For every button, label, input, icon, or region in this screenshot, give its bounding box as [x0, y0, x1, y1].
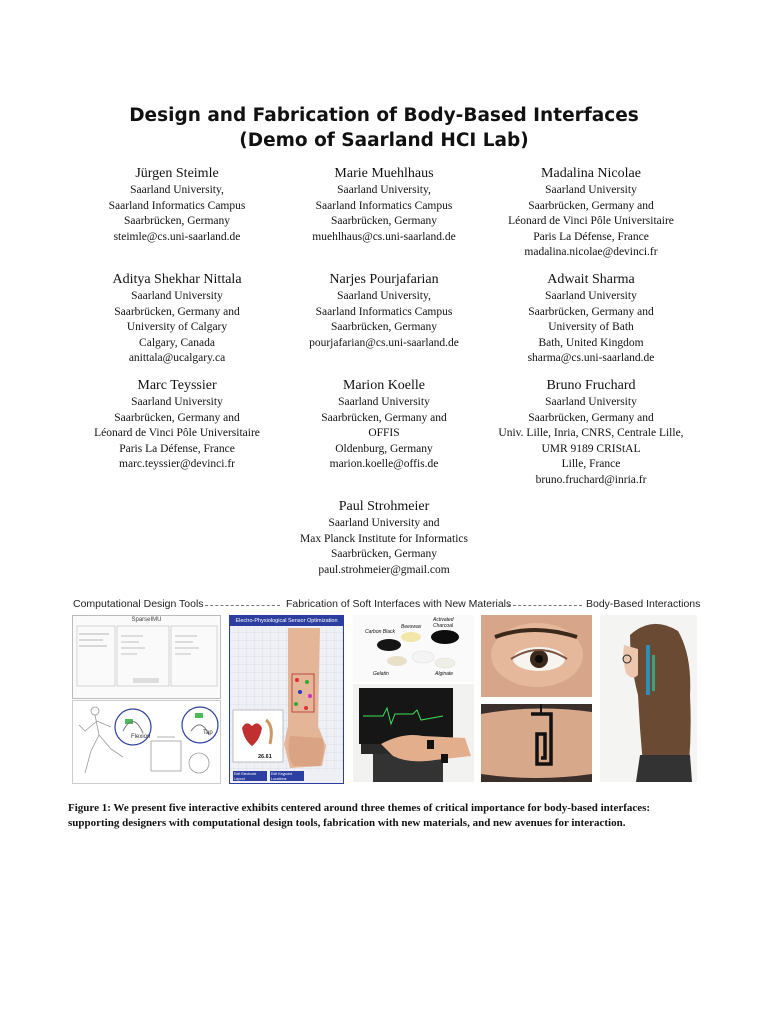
author-affiliation: Calgary, Canada — [139, 336, 215, 349]
author-email: paul.strohmeier@gmail.com — [318, 563, 450, 576]
author-affiliation: Paris La Défense, France — [119, 442, 235, 455]
author-affiliation: Saarland Informatics Campus — [315, 305, 453, 318]
author-affiliation: Saarland University — [545, 290, 637, 302]
author-block — [269, 377, 499, 473]
material-label-carbon-black: Carbon Black — [365, 629, 396, 635]
hand-sensor-panel — [353, 684, 474, 782]
paper-title — [60, 103, 708, 153]
sensor-optimization-title: Electro-Physiological Sensor Optimization — [230, 616, 343, 626]
material-label-alginate: Alginate — [435, 671, 454, 677]
sparseimu-ui-panel — [72, 615, 221, 699]
author-email: sharma@cs.uni-saarland.de — [527, 352, 655, 364]
author-affiliation: Saarland University and — [328, 517, 440, 529]
figure-theme-labels — [70, 598, 700, 612]
author-name: Paul Strohmeier — [338, 499, 430, 514]
author-name: Marion Koelle — [342, 378, 426, 393]
author-block — [62, 165, 292, 245]
artificial-eye-photo — [481, 615, 592, 697]
author-email: anittala@ucalgary.ca — [128, 352, 226, 364]
author-affiliation: Saarbrücken, Germany — [330, 548, 437, 560]
author-affiliation: Lille, France — [561, 458, 621, 470]
author-affiliation: Saarbrücken, Germany and — [528, 411, 654, 424]
author-affiliation: Saarland University — [545, 396, 637, 408]
author-affiliation: Saarbrücken, Germany — [330, 321, 437, 333]
material-label-gelatin: Gelatin — [373, 671, 389, 677]
gesture-sketch-panel — [72, 700, 221, 784]
running-person-sketch — [73, 701, 220, 783]
author-block — [269, 165, 499, 245]
title-line-2: (Demo of Saarland HCI Lab) — [239, 130, 529, 151]
hand-sensor-photo — [353, 684, 474, 782]
author-affiliation: Max Planck Institute for Informatics — [300, 532, 468, 545]
author-affiliation: Saarbrücken, Germany — [330, 215, 437, 227]
sparseimu-title: SparseIMU — [131, 617, 162, 623]
author-affiliation: Saarland University — [338, 396, 430, 408]
sensor-readout: 26.61 — [258, 754, 272, 760]
artificial-eye-panel — [481, 615, 592, 697]
author-affiliation: Léonard de Vinci Pôle Universitaire — [94, 427, 260, 439]
author-email: muehlhaus@cs.uni-saarland.de — [312, 230, 456, 243]
skin-sensor-photo — [481, 704, 592, 782]
sensor-optimization-panel — [229, 615, 344, 784]
author-affiliation: Saarland University, — [130, 184, 224, 196]
author-affiliation: Saarland Informatics Campus — [108, 199, 246, 212]
sparseimu-ui-illustration — [73, 616, 220, 698]
author-block — [62, 377, 292, 473]
author-name: Madalina Nicolae — [541, 166, 641, 181]
skin-sensor-panel — [481, 704, 592, 782]
author-name: Adwait Sharma — [547, 272, 635, 287]
edit-electrode-layout-button: Edit Electrode Layout — [234, 772, 257, 781]
author-block — [269, 498, 499, 578]
material-label-beeswax: Beeswax — [401, 624, 422, 630]
author-name: Marie Muehlhaus — [334, 166, 434, 181]
author-block — [62, 271, 292, 367]
author-name: Aditya Shekhar Nittala — [112, 272, 242, 287]
author-affiliation: UMR 9189 CRIStAL — [541, 442, 641, 455]
author-name: Narjes Pourjafarian — [329, 272, 439, 287]
author-name: Jürgen Steimle — [135, 166, 219, 181]
author-affiliation: Bath, United Kingdom — [538, 336, 644, 349]
author-email: steimle@cs.uni-saarland.de — [113, 230, 241, 243]
author-affiliation: Saarland University, — [337, 184, 431, 196]
arm-sensor-illustration — [230, 616, 343, 783]
material-label-activated-charcoal: Activated Charcoal — [433, 617, 454, 629]
author-affiliation: Saarland Informatics Campus — [315, 199, 453, 212]
author-email: madalina.nicolae@devinci.fr — [524, 246, 658, 258]
author-email: pourjafarian@cs.uni-saarland.de — [309, 336, 459, 349]
theme-label-computational-design: Computational Design Tools — [73, 598, 204, 610]
author-affiliation: Saarland University — [131, 396, 223, 408]
author-affiliation: University of Bath — [548, 321, 634, 333]
author-affiliation: University of Calgary — [126, 321, 228, 333]
title-line-1: Design and Fabrication of Body-Based Interfaces — [129, 105, 639, 126]
author-affiliation: Oldenburg, Germany — [335, 442, 433, 455]
author-affiliation: Saarbrücken, Germany and — [528, 199, 654, 212]
author-block — [476, 271, 706, 367]
author-affiliation: Saarbrücken, Germany and — [528, 305, 654, 318]
materials-panel — [353, 615, 474, 682]
theme-label-fabrication: Fabrication of Soft Interfaces with New Materials — [286, 598, 512, 610]
author-affiliation: Saarland University — [131, 290, 223, 302]
hair-interface-photo — [600, 615, 697, 782]
author-affiliation: Saarbrücken, Germany and — [114, 411, 240, 424]
theme-label-body-based-interactions: Body-Based Interactions — [586, 598, 701, 610]
author-affiliation: Paris La Défense, France — [533, 230, 649, 243]
figure-caption — [68, 801, 708, 831]
author-block — [476, 377, 706, 488]
flexion-label: Flexion — [131, 734, 151, 740]
author-email: marion.koelle@offis.de — [329, 458, 439, 470]
author-affiliation: Saarbrücken, Germany — [123, 215, 230, 227]
author-affiliation: Saarbrücken, Germany and — [114, 305, 240, 318]
dashed-connector — [205, 605, 280, 606]
author-name: Marc Teyssier — [137, 378, 217, 393]
dashed-connector — [508, 605, 582, 606]
author-block — [269, 271, 499, 351]
tap-label: Tap — [203, 730, 213, 736]
hair-interface-panel — [600, 615, 697, 782]
caption-line-2: supporting designers with computational design tools, fabrication with new materials, and new avenues for interaction. — [68, 817, 626, 829]
author-email: bruno.fruchard@inria.fr — [535, 473, 647, 486]
author-block — [476, 165, 706, 261]
author-affiliation: Saarbrücken, Germany and — [321, 411, 447, 424]
author-affiliation: OFFIS — [368, 427, 400, 439]
author-affiliation: Léonard de Vinci Pôle Universitaire — [508, 215, 674, 227]
author-affiliation: Saarland University, — [337, 290, 431, 302]
caption-line-1: Figure 1: We present five interactive exhibits centered around three themes of critical importance for body-based interfaces: — [68, 802, 651, 814]
edit-keypoint-locations-button: Edit Keypoint Locations — [271, 772, 293, 781]
author-affiliation: Saarland University — [545, 184, 637, 196]
author-email: marc.teyssier@devinci.fr — [119, 458, 235, 470]
author-name: Bruno Fruchard — [546, 378, 636, 393]
author-affiliation: Univ. Lille, Inria, CNRS, Centrale Lille, — [498, 427, 684, 439]
